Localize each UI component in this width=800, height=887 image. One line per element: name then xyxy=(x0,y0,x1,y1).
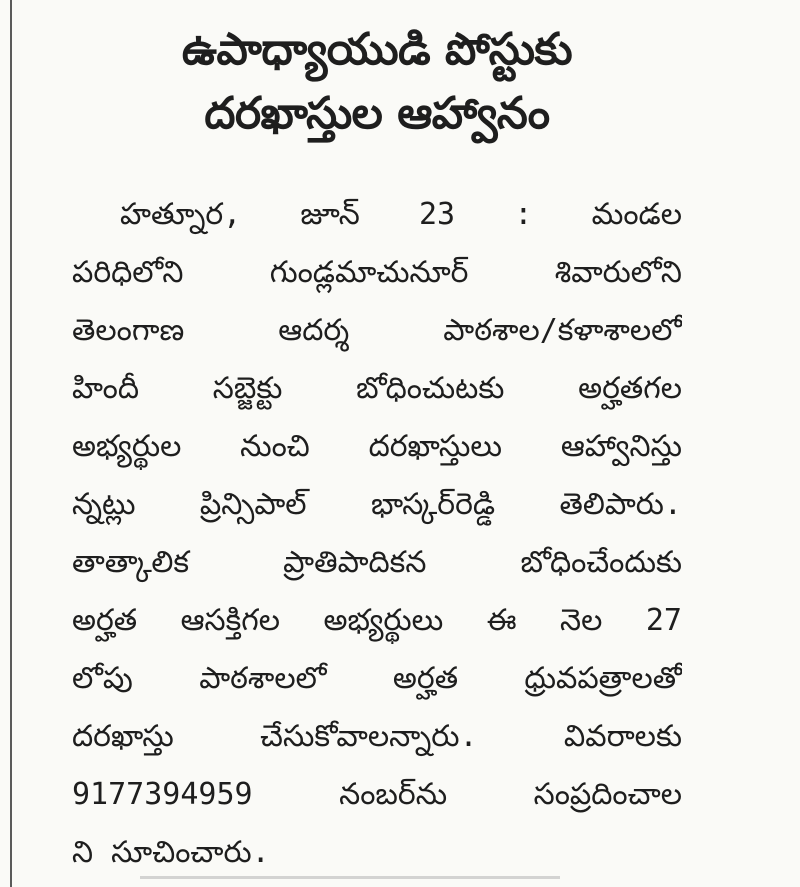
body-line-4: హిందీ సబ్జెక్టు బోధించుటకు అర్హతగల xyxy=(72,371,682,406)
headline-line-2: దరఖాస్తుల ఆహ్వానం xyxy=(204,88,550,139)
headline-line-1: ఉపాధ్యాయుడి పోస్టుకు xyxy=(181,24,573,75)
body-line-2: పరిధిలోని గుండ్లమాచునూర్ శివారులోని xyxy=(72,255,682,290)
body-line-7: తాత్కాలిక ప్రాతిపాదికన బోధించేందుకు xyxy=(72,545,682,580)
article-body xyxy=(72,186,682,882)
body-line-10: దరఖాస్తు చేసుకోవాలన్నారు. వివరాలకు xyxy=(72,719,682,754)
body-line-12: ని సూచించారు. xyxy=(72,835,270,870)
news-article xyxy=(72,18,682,882)
column-divider xyxy=(10,0,12,887)
body-line-6: న్నట్లు ప్రిన్సిపాల్ భాస్కర్‌రెడ్డి తెలిపారు. xyxy=(72,487,682,522)
body-line-5: అభ్యర్థుల నుంచి దరఖాస్తులు ఆహ్వానిస్తు xyxy=(72,429,682,464)
cut-off-text-edge xyxy=(140,876,560,879)
body-line-8: అర్హత ఆసక్తిగల అభ్యర్థులు ఈ నెల 27 xyxy=(72,603,682,638)
body-line-1: హత్నూర, జూన్ 23 : మండల xyxy=(120,197,682,232)
body-line-3: తెలంగాణ ఆదర్శ పాఠశాల/కళాశాలలో xyxy=(72,313,682,348)
headline xyxy=(72,18,682,146)
body-line-11: 9177394959 నంబర్‌ను సంప్రదించాల xyxy=(72,777,682,812)
body-line-9: లోపు పాఠశాలలో అర్హత ధ్రువపత్రాలతో xyxy=(72,661,682,696)
